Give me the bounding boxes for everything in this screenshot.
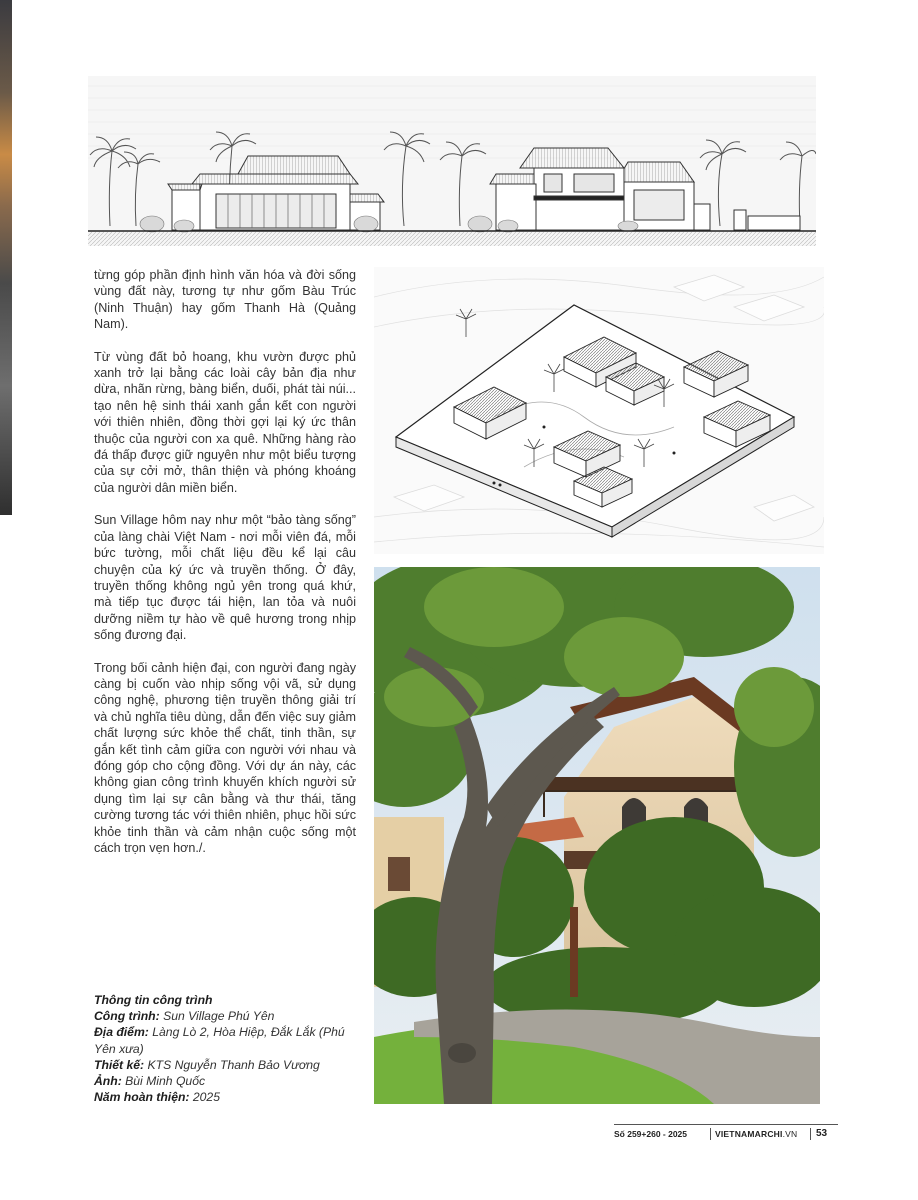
info-label: Công trình:	[94, 1009, 160, 1024]
info-label: Ảnh:	[94, 1074, 122, 1089]
footer-divider	[710, 1128, 711, 1140]
project-info	[94, 992, 356, 1105]
elevation-drawing	[88, 76, 816, 246]
body-paragraph: Trong bối cảnh hiện đại, con người đang ngày càng bị cuốn vào nhịp sống vội vã, sử dụng công nghệ, phương tiện truyền thông giải trí và chủ nghĩa tiêu dùng, dẫn đến việc suy giảm chất lượng sức khỏe thể chất, tinh thần, sự gắn kết tình cảm giữa con người với nhau và đóng góp cho cộng đồng. Với dự án này, các không gian công trình khuyến khích người sử dụng tìm lại sự cân bằng và thư thái, tăng cường tương tác với thiên nhiên, phục hồi sức khỏe tinh thần và cảm nhận cuộc sống một cách trọn vẹn hơn./.	[94, 660, 356, 855]
info-label: Địa điểm:	[94, 1025, 149, 1040]
site-name-bold: VIETNAMARCHI	[715, 1129, 783, 1139]
project-info-row	[94, 1089, 356, 1105]
article-body	[94, 267, 356, 872]
site-name-suffix: .VN	[782, 1129, 798, 1139]
info-label: Năm hoàn thiện:	[94, 1090, 190, 1105]
footer-divider	[810, 1128, 811, 1140]
info-value: Sun Village Phú Yên	[163, 1009, 275, 1024]
body-paragraph: từng góp phần định hình văn hóa và đời sống vùng đất này, tương tự như gốm Bàu Trúc (Ninh Thuận) hay gốm Thanh Hà (Quảng Nam).	[94, 268, 356, 332]
issue-number: Số 259+260 - 2025	[614, 1129, 688, 1139]
footer-rule	[614, 1124, 838, 1125]
project-info-row	[94, 1024, 356, 1056]
project-info-heading: Thông tin công trình	[94, 993, 213, 1007]
info-label: Thiết kế:	[94, 1057, 145, 1072]
page-footer	[614, 1124, 838, 1146]
info-value: KTS Nguyễn Thanh Bảo Vương	[147, 1057, 320, 1072]
project-info-row	[94, 1008, 356, 1024]
body-paragraph: Sun Village hôm nay như một “bảo tàng sống” của làng chài Việt Nam - nơi mỗi viên đá, mỗi bức tường, mỗi chất liệu đều kể lại câu chuyện của ký ức và truyền thống. Ở đây, truyền thống không ngủ yên trong quá khứ, mà tiếp tục được tái hiện, lan tỏa và nuôi dưỡng niềm tự hào về quê hương trong nhịp sống đương đại.	[94, 513, 356, 643]
body-paragraph: Từ vùng đất bỏ hoang, khu vườn được phủ xanh trở lại bằng các loài cây bản địa như dừa, nhãn rừng, bàng biển, duối, phát tài núi... tạo nên hệ sinh thái xanh gắn kết con người với thiên nhiên, đồng thời gợi lại ký ức thân thuộc của người con xa quê. Những hàng rào đá thấp được giữ nguyên như một biểu tượng của sự cởi mở, thân thiện và phóng khoáng của người dân miền biển.	[94, 349, 356, 495]
axonometric-site-drawing	[374, 267, 824, 554]
info-value: Bùi Minh Quốc	[125, 1074, 206, 1089]
info-value: Làng Lò 2, Hòa Hiệp, Đắk Lắk (Phú Yên xưa)	[94, 1025, 345, 1056]
resort-garden-photo	[374, 567, 820, 1104]
project-info-row	[94, 1073, 356, 1089]
site-name	[715, 1129, 797, 1139]
page-number: 53	[816, 1128, 828, 1139]
info-value: 2025	[192, 1090, 220, 1105]
project-info-row	[94, 1057, 356, 1073]
adjacent-page-photo-edge	[0, 0, 12, 515]
